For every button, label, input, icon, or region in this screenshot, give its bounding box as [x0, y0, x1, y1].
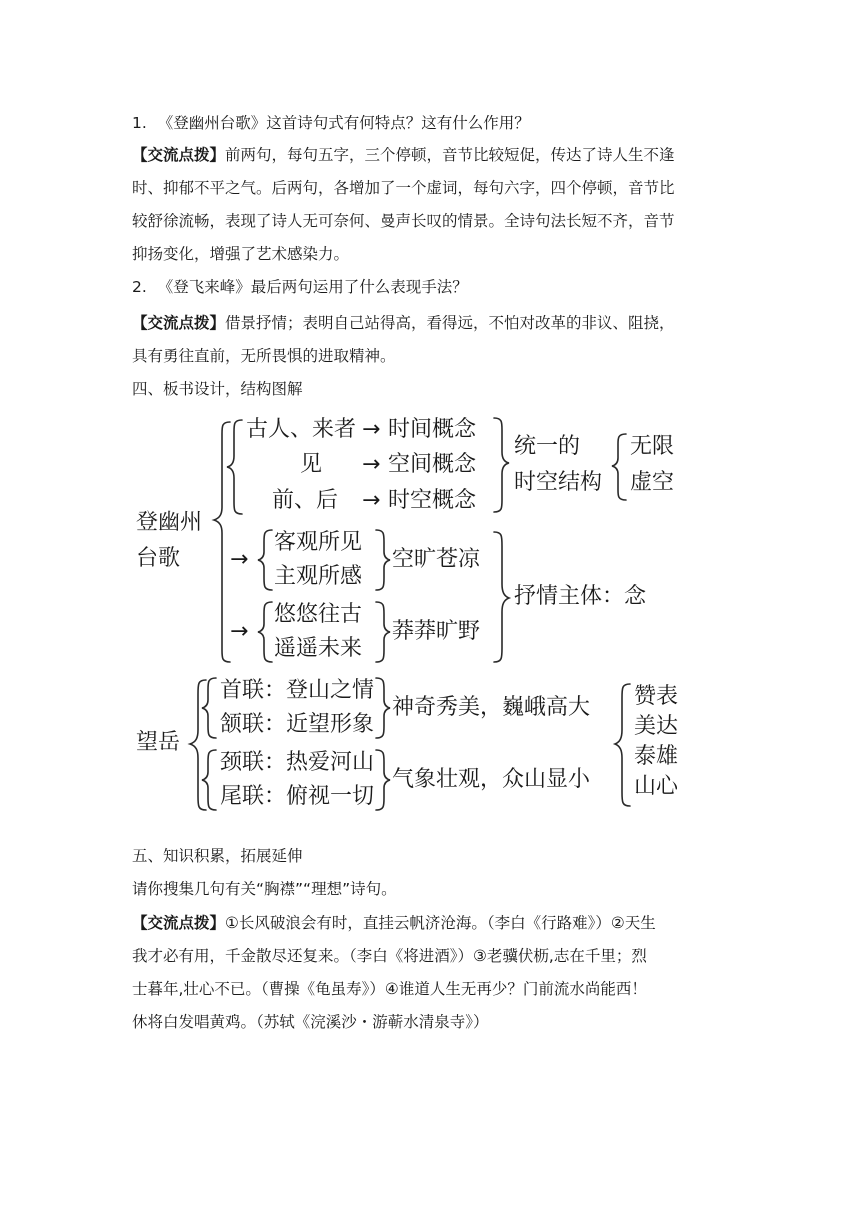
brace-p2-a	[202, 678, 216, 738]
p2-final-3: 泰雄	[634, 744, 679, 769]
g1-row-2-arrow: →	[362, 452, 381, 477]
answer-2-line-2: 具有勇往直前，无所畏惧的进取精神。	[132, 347, 396, 365]
brace-g2g3-right	[494, 532, 509, 662]
board-design-diagram	[130, 412, 700, 822]
answer-5-line-3: 士暮年,壮心不已。（曹操《龟虽寿》）④谁道人生无再少？门前流水尚能西！	[132, 980, 647, 998]
answer-1-line-1: 【交流点拨】前两句，每句五字，三个停顿，音节比较短促，传达了诗人生不逢	[132, 146, 675, 164]
g2-arrow: →	[230, 547, 249, 572]
question-2	[132, 277, 468, 297]
p2-result-b: 气象壮观，众山显小	[392, 767, 591, 792]
question-1	[132, 113, 530, 133]
question-1-number: 1.	[132, 114, 147, 132]
g1-row-3-left: 前、后	[272, 488, 339, 513]
g1-row-1-right: 时间概念	[388, 417, 477, 442]
brace-g1-right	[494, 418, 509, 512]
g1-row-3-arrow: →	[362, 488, 381, 513]
brace-poem1	[214, 422, 230, 662]
g2-row-1: 客观所见	[274, 530, 363, 555]
answer-2-label: 【交流点拨】	[132, 314, 226, 332]
section-5-title: 五、知识积累，拓展延伸	[132, 847, 303, 865]
brace-p2-final	[615, 684, 630, 806]
g3-row-2: 遥遥未来	[274, 636, 363, 661]
g1-result-line-1: 统一的	[514, 434, 581, 459]
g1-row-2-left: 见	[300, 452, 323, 477]
answer-2-line-1: 【交流点拨】借景抒情；表明自己站得高，看得远，不怕对改革的非议、阻挠，	[132, 314, 675, 332]
p2-final-2: 美达	[634, 714, 679, 739]
answer-1-label: 【交流点拨】	[132, 146, 226, 164]
brace-g3-right	[376, 602, 390, 662]
poem1-title-line-2: 台歌	[136, 546, 181, 571]
p2-result-a: 神奇秀美，巍峨高大	[392, 695, 591, 720]
p2-row-3: 颈联：热爱河山	[220, 750, 375, 775]
question-2-number: 2.	[132, 278, 147, 296]
brace-p2-b	[202, 750, 216, 810]
g1-final-line-1: 无限	[630, 434, 675, 459]
question-1-text: 《登幽州台歌》这首诗句式有何特点？这有什么作用？	[157, 114, 530, 132]
answer-5-line-2: 我才必有用，千金散尽还复来。（李白《将进酒》）③老骥伏枥,志在千里；烈	[132, 947, 647, 965]
brace-g1-final	[612, 434, 626, 500]
g2-result: 空旷苍凉	[392, 547, 481, 572]
brace-p2-b-right	[376, 750, 390, 810]
answer-5-line-4: 休将白发唱黄鸡。（苏轼《浣溪沙・游蕲水清泉寺》）	[132, 1013, 489, 1031]
brace-g2-right	[376, 530, 390, 590]
g1-row-1-left: 古人、来者	[246, 417, 357, 442]
answer-1-line-3: 较舒徐流畅，表现了诗人无可奈何、曼声长叹的情景。全诗句法长短不齐，音节	[132, 212, 675, 230]
section-4-title: 四、板书设计，结构图解	[132, 380, 303, 398]
poem1-title-line-1: 登幽州	[136, 510, 203, 535]
g1-result-line-2: 时空结构	[514, 470, 603, 495]
p2-row-2: 颔联：近望形象	[220, 712, 375, 737]
brace-g2	[258, 530, 272, 590]
answer-1-line-4: 抑扬变化，增强了艺术感染力。	[132, 245, 350, 263]
g2-row-2: 主观所感	[274, 564, 363, 589]
g3-result: 莽莽旷野	[392, 619, 481, 644]
p2-final-1: 赞表	[634, 684, 679, 709]
section-5-prompt: 请你搜集几句有关“胸襟”“理想”诗句。	[132, 880, 397, 898]
g1-row-3-right: 时空概念	[388, 488, 477, 513]
p2-row-4: 尾联：俯视一切	[220, 784, 375, 809]
brace-g3	[258, 602, 272, 662]
p2-final-4: 山心	[634, 774, 679, 799]
answer-5-label: 【交流点拨】	[132, 914, 226, 932]
poem2-title: 望岳	[136, 730, 181, 755]
g1-final-line-2: 虚空	[630, 470, 675, 495]
brace-p2-a-right	[376, 678, 390, 738]
answer-1-line-2: 时、抑郁不平之气。后两句，各增加了一个虚词，每句六字，四个停顿，音节比	[132, 179, 675, 197]
brace-g1	[227, 420, 242, 514]
brace-poem2	[190, 680, 206, 810]
question-2-text: 《登飞来峰》最后两句运用了什么表现手法？	[157, 278, 468, 296]
lyric-subject: 抒情主体：念	[514, 584, 647, 609]
g1-row-1-arrow: →	[362, 417, 381, 442]
g3-row-1: 悠悠往古	[274, 602, 363, 627]
answer-5-line-1: 【交流点拨】①长风破浪会有时，直挂云帆济沧海。（李白《行路难》）②天生	[132, 914, 656, 932]
g3-arrow: →	[230, 619, 249, 644]
g1-row-2-right: 空间概念	[388, 452, 477, 477]
p2-row-1: 首联：登山之情	[220, 678, 375, 703]
